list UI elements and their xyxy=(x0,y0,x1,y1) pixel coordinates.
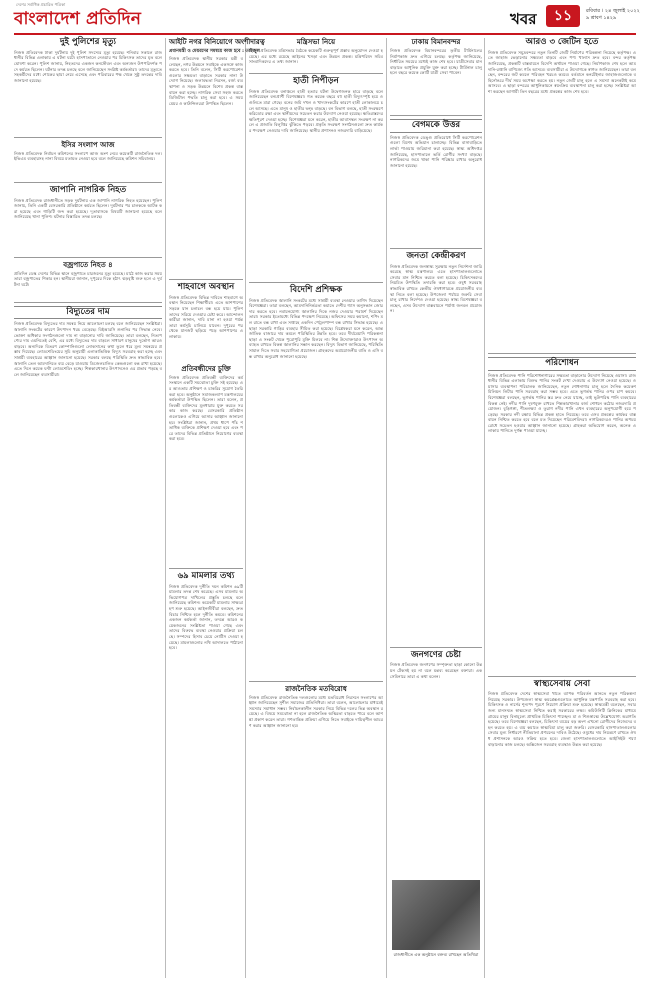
headline[interactable]: জনতা কেন্দ্রীকরণ xyxy=(406,250,466,261)
headline[interactable]: আরও ৩ জেটিন হতে xyxy=(525,37,599,47)
article-body: প্রতিদিন ডেস্ক দেশের বিভিন্ন স্থানে বজ্রপাতে চারজনের মৃত্যু হয়েছে। মাঠে কাজ করার সময় তারা বজ্রপাতের শিকার হন। স্থানীয়রা জানান, দুপুরের দিকে হঠাৎ ঝড়বৃষ্টি শুরু হলে এ দুর্ঘটনা ঘটে। xyxy=(14,270,162,287)
date-bengali: ৯ শ্রাবণ ১৪২৯ xyxy=(586,15,617,21)
article-lightning[interactable] xyxy=(14,261,162,299)
headline[interactable]: রাজনৈতিক মতবিরোধ xyxy=(285,683,347,693)
article-body: নিজস্ব প্রতিবেদক বিদ্যুতের দাম সমন্বয় নিয়ে আলোচনা চলছে বলে জানিয়েছেন সংশ্লিষ্টরা। জ্বালানি সংকটের কারণে উৎপাদন খরচ বেড়েছে। বিইআরসি শুনানির পর সিদ্ধান্ত নেবে। ভোক্তা অধিকার সংগঠনগুলো দাম না বাড়ানোর দাবি জানিয়েছে। তারা বলছেন, নিত্যপণ্যের দাম এমনিতেই বেশি, এর মধ্যে বিদ্যুতের দাম বাড়লে সাধারণ মানুষের দুর্ভোগ আরও বাড়বে। অন্যদিকে বিতরণ কোম্পানিগুলো লোকসানের কথা তুলে ধরে মূল্য সমন্বয়ের প্রস্তাব দিয়েছে। লোডশেডিংয়ের সূচি অনুযায়ী এলাকাভিত্তিক বিদ্যুৎ সরবরাহ করা হচ্ছে এবং সাশ্রয়ী ব্যবহারের আহ্বান জানানো হয়েছে। সরকার বলছে পরিস্থিতি দ্রুত স্বাভাবিক হবে। জ্বালানি তেল আমদানিতে ব্যয় বেড়ে যাওয়ায় ডিজেলচালিত কেন্দ্রগুলো বন্ধ রাখা হয়েছে। এতে দিনে কয়েক ঘণ্টা লোডশেডিং হচ্ছে। শিল্পকারখানার উৎপাদনেও এর প্রভাব পড়ছে বলে জানিয়েছেন ব্যবসায়ীরা। xyxy=(14,321,162,377)
divider xyxy=(249,282,383,283)
date-block xyxy=(586,8,640,22)
page-number-badge: ১১ xyxy=(546,5,580,27)
article-body: নিজস্ব প্রতিবেদক জনস্বাস্থ্য সুরক্ষায় নতুন নির্দেশনা জারি করেছে স্বাস্থ্য মন্ত্রণালয়। এতে হাসপাতালগুলোতে সেবার মান নিশ্চিত করতে বলা হয়েছে। চিকিৎসকদের নিয়মিত উপস্থিতি তদারকি করা হবে। ওষুধ সরবরাহ স্বাভাবিক রাখতে কেন্দ্রীয় ঔষধাগারকে প্রয়োজনীয় ব্যবস্থা নিতে বলা হয়েছে। উপজেলা পর্যায়ে জরুরি সেবা চালু রাখার নির্দেশও দেওয়া হয়েছে। স্বাস্থ্য বিশেষজ্ঞরা বলছেন, এসব উদ্যোগ বাস্তবায়নে পর্যাপ্ত জনবল প্রয়োজন। xyxy=(390,263,482,314)
column-3 xyxy=(249,38,383,978)
article-disability-pact[interactable] xyxy=(169,365,243,565)
divider xyxy=(390,647,482,648)
divider xyxy=(249,681,383,682)
masthead-rule xyxy=(14,33,636,35)
article-69-cases[interactable] xyxy=(169,572,243,964)
article-body: নিজস্ব প্রতিবেদক বিমানবন্দরের তৃতীয় টার্মিনালের নির্মাণকাজ দ্রুত এগিয়ে চলছে। কর্তৃপক্ষ জানিয়েছে, নির্ধারিত সময়ের মধ্যেই কাজ শেষ হবে। যাত্রীসেবার মান বাড়াতে আধুনিক প্রযুক্তি যুক্ত করা হচ্ছে। টার্মিনাল চালু হলে বছরে কয়েক কোটি যাত্রী সেবা পাবেন। xyxy=(390,48,482,76)
article-body: নিজস্ব প্রতিবেদক রাজনৈতিক দলগুলোর মধ্যে মতবিরোধ নিরসনে সংলাপের আহ্বান জানিয়েছেন সুশীল সমাজের প্রতিনিধিরা। তারা বলেন, আলোচনার মাধ্যমেই সমস্যার সমাধান সম্ভব। নির্বাচনকালীন সরকার নিয়ে বিভিন্ন দলের ভিন্ন অবস্থান রয়েছে। এ বিষয়ে সমঝোতা না হলে রাজনৈতিক অস্থিরতা বাড়তে পারে বলে আশঙ্কা প্রকাশ করেন তারা। গণতান্ত্রিক প্রক্রিয়া এগিয়ে নিতে সবাইকে দায়িত্বশীল আচরণ করার আহ্বান জানানো হয়। xyxy=(249,694,383,728)
article-japan-citizen[interactable] xyxy=(14,186,162,254)
headline[interactable]: পরিশোধন xyxy=(488,357,636,371)
article-body: নিজস্ব প্রতিবেদক জনগণের সম্পৃক্ততা ছাড়া কোনো উন্নয়ন টেকসই হয় না বলে মন্তব্য করেছেন বক্তারা। এক সেমিনারে তারা এ কথা বলেন। xyxy=(390,662,482,679)
headline[interactable]: বেগমকে উত্তর xyxy=(390,119,482,133)
article-police-death[interactable] xyxy=(14,38,162,134)
masthead xyxy=(0,0,650,34)
article-healthcare[interactable] xyxy=(488,680,636,991)
article-body: নিজস্ব প্রতিবেদক রাজধানীতে সড়ক দুর্ঘটনায় এক জাপানি নাগরিক নিহত হয়েছেন। পুলিশ জানায়, তিনি একটি বেসরকারি প্রতিষ্ঠানে কর্মরত ছিলেন। দুর্ঘটনার পর চালককে আটক করা হয়েছে এবং গাড়িটি জব্দ করা হয়েছে। দূতাবাসকে বিষয়টি জানানো হয়েছে বলে জানিয়েছে থানা পুলিশ। ঘটনার বিস্তারিত তদন্ত চলছে। xyxy=(14,197,162,220)
column-4 xyxy=(390,38,482,978)
article-body: নিজস্ব প্রতিবেদক বনাঞ্চলে হাতী হত্যার ঘটনা উদ্বেগজনক হারে বাড়ছে বলে জানিয়েছেন বন্যপ্রাণী বিশেষজ্ঞরা। গত কয়েক বছরে বহু হাতী বিদ্যুৎস্পৃষ্ট হয়ে ও গুলিতে মারা গেছে। বনের জমি দখল ও খাদ্যসংকটের কারণে হাতী লোকালয়ে চলে আসছে। এতে মানুষ ও হাতীর দ্বন্দ্ব বাড়ছে। বন বিভাগ বলছে, হাতী সংরক্ষণে করিডোর রক্ষা এবং স্থানীয়দের সচেতন করার উদ্যোগ নেওয়া হয়েছে। ক্ষতিগ্রস্তদের ক্ষতিপূরণ দেওয়া হচ্ছে। বিশেষজ্ঞরা মনে করেন, হাতীর আবাসস্থল সংরক্ষণ না করলে এ প্রজাতি বিলুপ্তির ঝুঁকিতে পড়বে। প্রকৃতি সংরক্ষণ সংগঠনগুলো দ্রুত কার্যকর পদক্ষেপ নেওয়ার দাবি জানিয়েছে। স্থানীয় প্রশাসনও নজরদারি বাড়িয়েছে। xyxy=(249,88,383,133)
article-body: নিজস্ব প্রতিবেদক জ্বালানি সংকটের মধ্যে সাশ্রয়ী ব্যবস্থা নেওয়ার তাগিদ দিয়েছেন বিশেষজ্ঞরা। তারা বলছেন, আমদানিনির্ভরতা কমাতে দেশীয় গ্যাস অনুসন্ধান জোরদার করতে হবে। নবায়নযোগ্য জ্বালানির দিকে নজর দেওয়ার পরামর্শ দিয়েছেন তারা। সরকার ইতোমধ্যে বিভিন্ন পদক্ষেপ নিয়েছে। অফিসের সময় কমানো, শপিং মল রাতে বন্ধ রাখা এবং সপ্তাহে একদিন পেট্রলপাম্প বন্ধ রাখার সিদ্ধান্ত হয়েছে। এ ছাড়া সরকারি গাড়ির ব্যবহার সীমিত করা হয়েছে। বিশ্লেষকরা মনে করেন, আন্তর্জাতিক বাজারে দাম কমলে পরিস্থিতির উন্নতি হবে। তবে দীর্ঘমেয়াদি পরিকল্পনা ছাড়া এ সংকট থেকে পুরোপুরি মুক্তি মিলবে না। শিল্প উদ্যোক্তারাও উৎপাদন অব্যাহত রাখতে বিকল্প জ্বালানির সন্ধান করছেন। বিদ্যুৎ বিভাগ জানিয়েছে, পরিস্থিতি সামাল দিতে সবার সহযোগিতা প্রয়োজন। গ্রাহকদের অপ্রয়োজনীয় বাতি ও এসি বন্ধ রাখার অনুরোধ জানানো হয়েছে। xyxy=(249,297,383,359)
divider xyxy=(249,73,383,74)
divider xyxy=(390,248,482,249)
headline[interactable]: ঢাকায় বিমানবন্দর xyxy=(411,37,461,46)
column-divider xyxy=(245,38,246,978)
article-body: নিজস্ব প্রতিবেদক ডেঙ্গু প্রতিরোধে সিটি করপোরেশনগুলো বিশেষ অভিযান চালাচ্ছে। বিভিন্ন বাসাবাড়িতে লার্ভা পাওয়ায় জরিমানা করা হয়েছে। স্বাস্থ্য অধিদপ্তর জানিয়েছে, হাসপাতালে ভর্তি রোগীর সংখ্যা বাড়ছে। নাগরিকদের জমে থাকা পানি পরিষ্কার রাখার অনুরোধ জানানো হয়েছে। xyxy=(390,134,482,168)
divider xyxy=(488,676,636,677)
headline[interactable]: বিদেশি প্রশিক্ষক xyxy=(289,284,343,295)
headline[interactable]: দুই পুলিশের মৃত্যু xyxy=(59,37,117,47)
headline[interactable]: ৬৯ মামলার তথ্য xyxy=(177,570,235,581)
column-divider xyxy=(386,38,387,978)
article-public-health[interactable] xyxy=(390,252,482,644)
headline[interactable]: বজ্রপাতে নিহত ৪ xyxy=(63,259,113,269)
article-fuel-crisis[interactable] xyxy=(249,286,383,678)
article-body: নিজস্ব প্রতিবেদক প্রতিবন্ধী ব্যক্তিদের কর্মসংস্থানে একটি সমঝোতা চুক্তি সই হয়েছে। এর আওতায় প্রশিক্ষণ ও চাকরির সুযোগ তৈরি করা হবে। অনুষ্ঠানে সমাজকল্যাণ মন্ত্রণালয়ের কর্মকর্তারা উপস্থিত ছিলেন। তারা বলেন, প্রতিবন্ধী ব্যক্তিদের মূলধারায় যুক্ত করতে সরকার কাজ করছে। বেসরকারি প্রতিষ্ঠানগুলোকেও এগিয়ে আসার আহ্বান জানানো হয়। সংশ্লিষ্টরা জানান, প্রথম ধাপে পাঁচ শতাধিক ব্যক্তিকে প্রশিক্ষণ দেওয়া হবে এবং পরে তাদের বিভিন্ন প্রতিষ্ঠানে নিয়োগের ব্যবস্থা করা হবে। xyxy=(169,374,243,442)
article-water-treatment[interactable] xyxy=(488,357,636,673)
column-2 xyxy=(169,37,265,978)
article-public-effort[interactable] xyxy=(390,651,482,863)
article-body: নিজস্ব প্রতিবেদক সমুদ্রবন্দরে নতুন তিনটি জেটি নির্মাণের পরিকল্পনা নিয়েছে কর্তৃপক্ষ। এতে জাহাজ ভেড়ানোর সক্ষমতা বাড়বে এবং পণ্য খালাস দ্রুত হবে। বন্দর কর্তৃপক্ষ জানিয়েছে, প্রকল্পটি বাস্তবায়নে বিদেশি অর্থায়ন পাওয়া গেছে। নির্মাণকাজ শেষ হলে আমদানি-রপ্তানি বাণিজ্যে গতি আসবে। ব্যবসায়ীরা এ উদ্যোগকে স্বাগত জানিয়েছেন। তারা বলছেন, বন্দরের জট কমলে পরিবহন খরচও কমবে। বর্তমানে কনটেইনার জাহাজগুলোকে বহির্নোঙরে দীর্ঘ সময় অপেক্ষা করতে হয়। নতুন জেটি চালু হলে এ সমস্যা অনেকটাই কমে আসবে। এ ছাড়া বন্দরের আধুনিকায়নে স্বয়ংক্রিয় ব্যবস্থাপনা চালু করা হচ্ছে। সংশ্লিষ্টরা আশা করছেন আগামী তিন বছরের মধ্যে প্রকল্পের কাজ শেষ হবে। xyxy=(488,49,636,94)
headline[interactable]: বিদ্যুতের দাম xyxy=(14,306,162,320)
article-body: নিজস্ব প্রতিবেদক পানি পরিশোধনাগারের সক্ষমতা বাড়ানোর উদ্যোগ নিয়েছে ওয়াসা। রাজধানীর বিভিন্ন এলাকায় বিশুদ্ধ পানির সংকট দেখা দেওয়ায় এ উদ্যোগ নেওয়া হয়েছে। ওয়াসার ব্যবস্থাপনা পরিচালক জানিয়েছেন, নতুন শোধনাগার চালু হলে দৈনিক কয়েকশ মিলিয়ন লিটার পানি সরবরাহ করা সম্ভব হবে। এতে ভূগর্ভস্থ পানির ওপর চাপ কমবে। বিশেষজ্ঞরা বলছেন, ভূগর্ভস্থ পানির স্তর দ্রুত নেমে যাচ্ছে, তাই ভূউপরিস্থ পানি ব্যবহারের বিকল্প নেই। নদীর পানি দূষণমুক্ত রাখতে শিল্পকারখানার বর্জ্য শোধনে কঠোর নজরদারি প্রয়োজন। বুড়িগঙ্গা, শীতলক্ষ্যা ও তুরাগ নদীর পানি এখন ব্যবহারের অনুপযোগী হয়ে পড়েছে। সরকার নদী রক্ষায় বিভিন্ন প্রকল্প হাতে নিয়েছে। তবে এসব প্রকল্পের কার্যকর বাস্তবায়ন নিশ্চিত করতে হবে বলে মত দিয়েছেন পরিবেশবিদরা। নাগরিকদেরও পানির অপচয় রোধে সচেতন হওয়ার আহ্বান জানানো হয়েছে। গ্রাহকরা অভিযোগ করেন, অনেক এলাকায় পানিতে দুর্গন্ধ পাওয়া যাচ্ছে। xyxy=(488,372,636,434)
article-elephant[interactable] xyxy=(249,77,383,279)
section-title: খবর xyxy=(510,10,537,28)
column-1 xyxy=(14,38,162,978)
headline[interactable]: ইসির সংলাপ আজ xyxy=(61,139,115,149)
divider xyxy=(390,115,482,116)
divider xyxy=(14,182,162,183)
article-political-dispute[interactable] xyxy=(249,685,383,845)
article-body: নিজস্ব প্রতিবেদক দুর্নীতি দমন কমিশন ৬৯টি মামলার তদন্ত শেষ করেছে। এসব মামলায় অভিযোগপত্র দাখিলের প্রস্তুতি চলছে বলে জানিয়েছে কমিশন। কয়েকটি মামলায় সাক্ষ্যগ্রহণ শুরু হয়েছে। আইনজীবীরা বলছেন, দ্রুত বিচার নিশ্চিত হলে দুর্নীতি কমবে। কমিশনের একজন কর্মকর্তা জানান, তদন্তে আরও কয়েকজনের সংশ্লিষ্টতা পাওয়া গেছে এবং তাদের বিরুদ্ধে ব্যবস্থা নেওয়ার প্রক্রিয়া চলছে। সম্পদের হিসাব চেয়ে নোটিস দেওয়া হয়েছে। মামলাগুলোর নথি আদালতে পাঠানো হবে। xyxy=(169,583,243,651)
headline[interactable]: জাপানি নাগরিক নিহত xyxy=(49,184,127,195)
headline[interactable]: স্বাস্থ্যসেবায় সেবা xyxy=(533,678,591,689)
headline[interactable]: মন্ত্রিসভা নিয়ে xyxy=(296,37,336,46)
article-body: নিজস্ব প্রতিবেদক দেশের স্বাস্থ্যসেবা খাতে ব্যাপক পরিবর্তন আনতে নতুন পরিকল্পনা নিয়েছে সরকার। উপজেলা স্বাস্থ্য কমপ্লেক্সগুলোতে আধুনিক যন্ত্রপাতি সরবরাহ করা হবে। চিকিৎসক ও নার্সের শূন্যপদ পূরণে নিয়োগ প্রক্রিয়া শুরু হয়েছে। স্বাস্থ্যমন্ত্রী বলেছেন, সবার জন্য মানসম্মত স্বাস্থ্যসেবা নিশ্চিত করাই সরকারের লক্ষ্য। কমিউনিটি ক্লিনিকের মাধ্যমে গ্রামের মানুষ বিনামূল্যে প্রাথমিক চিকিৎসা পাচ্ছেন। মা ও শিশুস্বাস্থ্যে উল্লেখযোগ্য অগ্রগতি হয়েছে। তবে বিশেষজ্ঞরা বলছেন, চিকিৎসা ব্যয়ের বড় অংশ এখনো রোগীদের নিজেদের বহন করতে হয়। এ ব্যয় কমাতে স্বাস্থ্যবিমা চালু করা জরুরি। বেসরকারি হাসপাতালগুলোর সেবার মূল্য নির্ধারণে নীতিমালা প্রণয়নের দাবিও উঠেছে। ওষুধের দাম নিয়ন্ত্রণে রাখতে ঔষধ প্রশাসনকে আরও সক্রিয় হতে হবে। জেলা হাসপাতালগুলোতে আইসিইউ শয্যা বাড়ানোর কাজ চলছে। অক্সিজেন সরবরাহ ব্যবস্থাও উন্নত করা হয়েছে। xyxy=(488,691,636,747)
divider xyxy=(14,137,162,138)
article-shahbag[interactable] xyxy=(169,283,243,365)
headline[interactable]: হাতী নিপীড়ন xyxy=(293,76,339,87)
headline[interactable]: জনগণের চেষ্টা xyxy=(410,649,462,660)
subheadline: প্রধানমন্ত্রী ও মেয়রদের সমন্বয়ে কাজ হবে : তাইজুল xyxy=(169,49,260,55)
article-ec-dialogue[interactable] xyxy=(14,141,162,179)
date-gregorian: রবিবার । ২৪ জুলাই ২০২২ xyxy=(586,8,640,14)
divider xyxy=(488,353,636,354)
article-jetty[interactable] xyxy=(488,38,636,350)
newspaper-logo[interactable]: বাংলাদেশ প্রতিদিন xyxy=(14,9,142,29)
article-body: নিজস্ব প্রতিবেদক নির্বাচন কমিশনের সংলাপে আজ অংশ নেবে কয়েকটি রাজনৈতিক দল। ইভিএম ব্যবহারসহ নানা বিষয়ে মতামত নেওয়া হবে বলে জানিয়েছে কমিশন সচিবালয়। xyxy=(14,150,162,162)
photo-caption: রাজধানীতে এক অনুষ্ঠানে বক্তব্য রাখছেন অতিথিরা xyxy=(393,952,479,957)
article-cabinet[interactable] xyxy=(249,38,383,70)
column-divider xyxy=(165,38,166,978)
article-body: নিজস্ব প্রতিবেদক বিভিন্ন দাবিতে শাহবাগে অবস্থান নিয়েছেন শিক্ষার্থীরা। এতে আশপাশের সড়কে যান চলাচল বন্ধ হয়ে যায়। পুলিশ তাদের সরিয়ে দেওয়ার চেষ্টা করে। আন্দোলনকারীরা জানান, দাবি মানা না হওয়া পর্যন্ত তারা কর্মসূচি চালিয়ে যাবেন। দুপুরের পর থেকে যানজট ছড়িয়ে পড়ে আশপাশের এলাকায়। xyxy=(169,294,243,339)
headline[interactable]: আইটি নগর বিনিয়োগে অংশীদারত্ব xyxy=(169,37,265,46)
article-body: নিজস্ব প্রতিবেদক স্থানীয় সরকার মন্ত্রী বলেছেন, নগর উন্নয়নে সবাইকে একসঙ্গে কাজ করতে হবে। তিনি বলেন, সিটি করপোরেশনগুলোর সক্ষমতা বাড়াতে সরকার নানা উদ্যোগ নিয়েছে। জলাবদ্ধতা নিরসন, বর্জ্য ব্যবস্থাপনা ও সড়ক উন্নয়নে বিশেষ প্রকল্প বাস্তবায়ন করা হচ্ছে। নাগরিক সেবা সহজ করতে ডিজিটাল পদ্ধতি চালু করা হবে। এ সময় মেয়র ও কাউন্সিলররা উপস্থিত ছিলেন। xyxy=(169,56,243,106)
article-airport[interactable] xyxy=(390,38,482,112)
column-5 xyxy=(488,38,636,978)
headline[interactable]: শাহবাগে অবস্থান xyxy=(177,282,235,293)
headline[interactable]: প্রতিবন্ধীদের চুক্তি xyxy=(181,363,231,373)
article-body: নিজস্ব প্রতিবেদক মন্ত্রিসভার বৈঠকে কয়েকটি গুরুত্বপূর্ণ প্রস্তাব অনুমোদন দেওয়া হয়েছে। এর মধ্যে রয়েছে আইনের খসড়া এবং উন্নয়ন প্রকল্প। মন্ত্রিপরিষদ সচিব সাংবাদিকদের এ তথ্য জানান। xyxy=(249,48,383,65)
divider xyxy=(14,257,162,258)
brand-tagline: দেশের সর্বাধিক প্রচারিত পত্রিকা xyxy=(16,2,66,7)
news-photo[interactable] xyxy=(392,880,480,950)
divider xyxy=(169,279,243,280)
divider xyxy=(14,302,162,303)
divider xyxy=(169,568,243,569)
article-body: নিজস্ব প্রতিবেদক ঢাকা দুর্ঘটনায় দুই পুলিশ সদস্যের মৃত্যু হয়েছে। শনিবার সকালে রাজধানীর বিভিন্ন এলাকায় এ ঘটনা ঘটে। হাসপাতালে নেওয়ার পর চিকিৎসক তাদের মৃত বলে ঘোষণা করেন। পুলিশ জানায়, নিহতদের একজন কনস্টেবল এবং অন্যজন উপপরিদর্শক পদে কর্মরত ছিলেন। ঘটনার তদন্ত চলছে বলে জানিয়েছেন সংশ্লিষ্ট কর্মকর্তারা। তাদের মৃত্যুতে সহকর্মীদের মধ্যে শোকের ছায়া নেমে এসেছে এবং পরিবারের পক্ষ থেকে সুষ্ঠু তদন্তের দাবি জানানো হয়েছে। xyxy=(14,49,162,83)
article-dengue[interactable] xyxy=(390,119,482,245)
article-pm-tourism[interactable] xyxy=(169,37,265,276)
column-divider xyxy=(484,38,485,978)
article-electricity[interactable] xyxy=(14,306,162,922)
